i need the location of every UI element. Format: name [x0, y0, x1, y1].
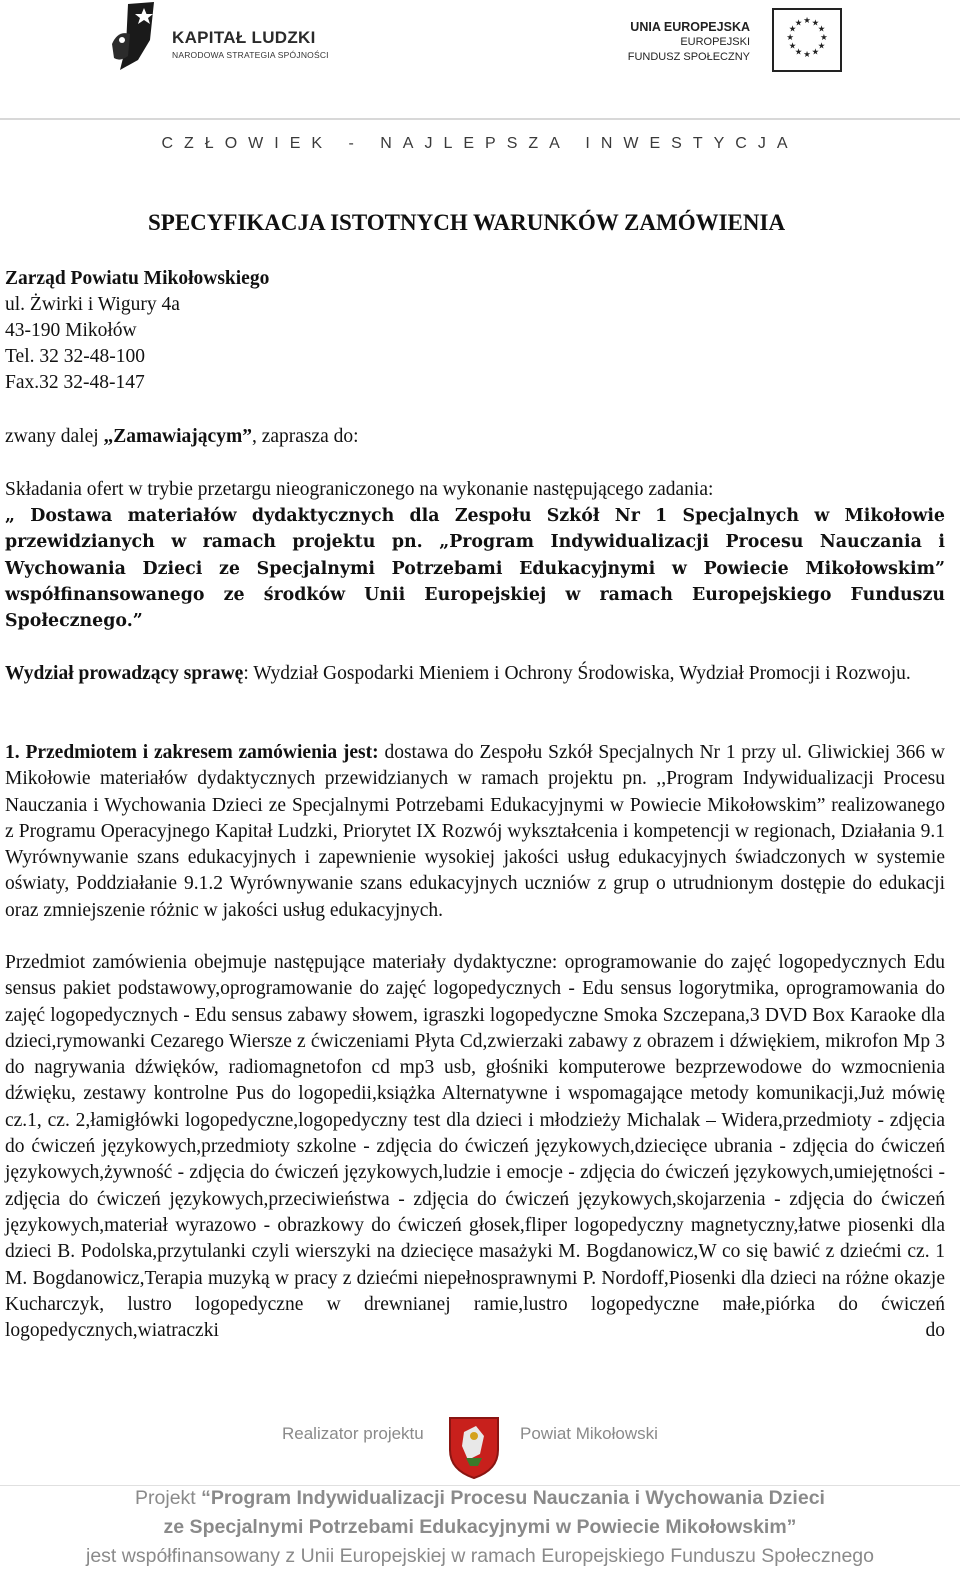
- authority-fax: Fax.32 32-48-147: [5, 372, 145, 393]
- page-header: [0, 0, 960, 200]
- svg-text:★: ★: [803, 48, 811, 59]
- authority-tel: Tel. 32 32-48-100: [5, 346, 145, 367]
- eu-logo-line1: UNIA EUROPEJSKA: [630, 20, 750, 34]
- eu-flag-icon: [772, 8, 842, 72]
- kl-logo-title: KAPITAŁ LUDZKI: [172, 28, 316, 47]
- kapital-ludzki-mark-icon: [108, 0, 162, 76]
- authority-city: 43-190 Mikołów: [5, 320, 137, 341]
- materials-paragraph: Przedmiot zamówienia obejmuje następujące materiały dydaktyczne: oprogramowanie do zajęć logopedycznych Edu sensus pakiet podstawowy,oprogramowanie do zajęć logopedycznych - Edu sensus logorytmika, oprogramowania do zajęć logopedycznych - Edu sensus zabawy słowem, igraszki logopedyczne Smoka Szczepana,3 DVD Box Karaoke dla dzieci,rymowanki Cezarego Wiersze z ćwiczeniami Płyta Cd,zwierzaki zabawy z obrazem i dźwiękiem, mikrofon Mp 3 do nagrywania dźwięków, radiomagnetofon cd mp3 usb, głośniki komputerowe bezprzewodowe do wzmocnienia dźwięku, zestawy kontrolne Pus do logopedii,książka Alternatywne i wspomagające metody komunikacji,Już mówię cz.1, cz. 2,łamigłówki logopedyczne,logopedyczny test dla dzieci i młodzieży Michalak – Widera,przedmioty - zdjęcia do ćwiczeń językowych,przedmioty szkolne - zdjęcia do ćwiczeń językowych,dziecięce ubrania - zdjęcia do ćwiczeń językowych,żywność - zdjęcia do ćwiczeń językowych,ludzie i emocje - zdjęcia do ćwiczeń językowych,umiejętności - zdjęcia do ćwiczeń językowych,przeciwieństwa - zdjęcia do ćwiczeń językowych,skojarzenia - zdjęcia do ćwiczeń językowych,materiał wyrazowo - obrazkowy do ćwiczeń głosek,fliper logopedyczny magnetyczny,łatwe piosenki dla dzieci B. Podolska,przytulanki czyli wierszyki na dziecięce masażyki M. Bogdanowicz,W co się bawić z dziećmi cz. 1 M. Bogdanowicz,Terapia muzyką w pracy z dziećmi niepełnosprawnymi P. Nordoff,Piosenki dla dzieci na różne okazje Kucharczyk, lustro logopedyczne w drewnianej ramie,lustro logopedyczne małe,piórka do ćwiczeń logopedycznych,wiatraczki do: [5, 952, 945, 1342]
- footer-project-line-3: jest współfinansowany z Unii Europejskiej w ramach Europejskiego Funduszu Społecznego: [86, 1545, 874, 1567]
- svg-text:★: ★: [788, 23, 797, 34]
- section-1-text: dostawa do Zespołu Szkół Specjalnych Nr 1 przy ul. Gliwickiej 366 w Mikołowie materiałów dydaktycznych przewidzianych w ramach projektu pn. ,,Program Indywidualizacji Procesu Nauczania i Wychowania Dzieci ze Specjalnymi Potrzebami Edukacyjnymi w Powiecie Mikołowskim” realizowanego z Programu Operacyjnego Kapitał Ludzki, Priorytet IX Rozwój wykształcenia i kompetencji w regionach, Działania 9.1 Wyrównywanie szans edukacyjnych i zapewnienie wysokiej jakości usług edukacyjnych świadczonych w systemie oświaty, Poddziałanie 9.1.2 Wyrównywanie szans edukacyjnych uczniów z grup o utrudnionym dostępie do edukacji oraz zmniejszenie różnic w jakości usług edukacyjnych.: [5, 742, 945, 921]
- svg-text:★: ★: [794, 46, 803, 57]
- svg-text:★: ★: [817, 23, 826, 34]
- eu-logo-line3: FUNDUSZ SPOŁECZNY: [627, 51, 750, 63]
- footer-project-line-2: ze Specjalnymi Potrzebami Edukacyjnymi w Powiecie Mikołowskim”: [163, 1516, 797, 1538]
- eu-logo: [612, 8, 842, 78]
- powiat-crest-icon: [446, 1414, 502, 1480]
- department-value: : Wydział Gospodarki Mieniem i Ochrony Środowiska, Wydział Promocji i Rozwoju.: [243, 663, 911, 684]
- intro-prefix: zwany dalej: [5, 426, 104, 447]
- section-1-paragraph: [5, 740, 945, 924]
- intro-suffix: , zaprasza do:: [251, 426, 359, 447]
- svg-text:★: ★: [817, 40, 826, 51]
- footer-project-name: “Program Indywidualizacji Procesu Nauczania i Wychowania Dzieci: [201, 1487, 825, 1509]
- svg-text:★: ★: [811, 17, 820, 28]
- department-label: Wydział prowadzący sprawę: [5, 663, 244, 684]
- authority-name: Zarząd Powiatu Mikołowskiego: [5, 268, 270, 289]
- contracting-authority-address: [5, 266, 269, 396]
- kl-logo-subtitle: NARODOWA STRATEGIA SPÓJNOŚCI: [172, 50, 329, 60]
- header-motto: CZŁOWIEK - NAJLEPSZA INWESTYCJA: [161, 135, 799, 152]
- eu-logo-line2: EUROPEJSKI: [680, 36, 750, 48]
- eu-logo-text: [628, 20, 750, 65]
- kapital-ludzki-logo: [108, 0, 348, 80]
- footer-divider: [0, 1485, 960, 1486]
- footer-project-prefix: Projekt: [135, 1487, 202, 1509]
- svg-text:★: ★: [811, 46, 820, 57]
- svg-text:★: ★: [794, 17, 803, 28]
- header-divider: [0, 118, 960, 120]
- department-paragraph: [5, 661, 945, 687]
- intro-paragraph: [5, 424, 945, 450]
- footer-realizator-label: Realizator projektu: [282, 1424, 424, 1443]
- svg-text:★: ★: [786, 32, 794, 42]
- intro-bold: „Zamawiającym”: [103, 426, 252, 447]
- svg-text:★: ★: [788, 40, 797, 51]
- svg-text:★: ★: [803, 15, 811, 26]
- tender-title: „ Dostawa materiałów dydaktycznych dla Zespołu Szkół Nr 1 Specjalnych w Mikołowie przewidzianych w ramach projektu pn. „Program Indywidualizacji Procesu Nauczania i Wychowania Dzieci ze Specjalnymi Potrzebami Edukacyjnymi w Powiecie Mikołowskim” współfinansowanego ze środków Unii Europejskiej w ramach Europejskiego Funduszu Społecznego.”: [5, 506, 945, 632]
- footer-powiat-label: Powiat Mikołowski: [520, 1424, 658, 1443]
- authority-street: ul. Żwirki i Wigury 4a: [5, 294, 180, 315]
- footer-project-line-1: [0, 1487, 960, 1510]
- tender-line: Składania ofert w trybie przetargu nieograniczonego na wykonanie następującego zadania:: [5, 479, 714, 500]
- svg-text:★: ★: [820, 32, 828, 42]
- document-title: SPECYFIKACJA ISTOTNYCH WARUNKÓW ZAMÓWIENIA: [148, 210, 786, 235]
- section-1-label: 1. Przedmiotem i zakresem zamówienia jest:: [5, 742, 379, 763]
